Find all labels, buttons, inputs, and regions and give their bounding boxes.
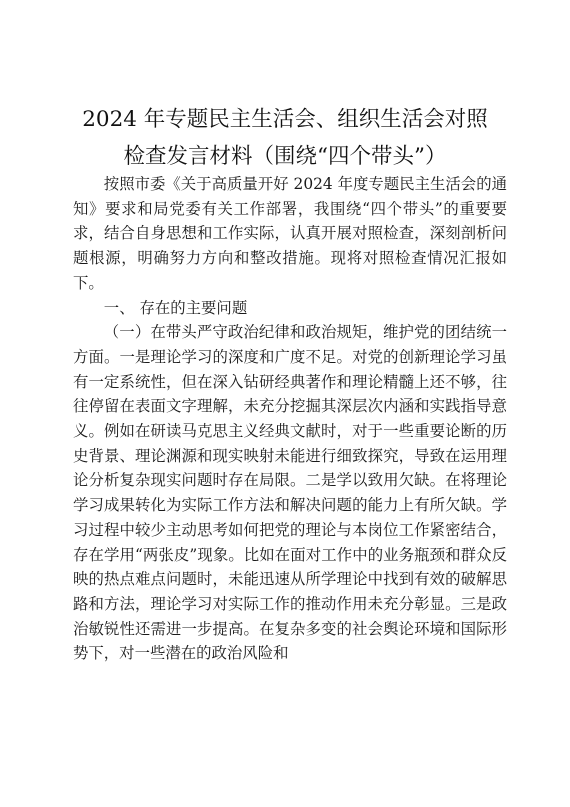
- document-body: [73, 172, 507, 666]
- document-title-line-2: 检查发言材料（围绕“四个带头”）: [123, 144, 447, 169]
- section-paragraph-political-discipline: （一）在带头严守政治纪律和政治规矩，维护党的团结统一方面。一是理论学习的深度和广度不足。对党的创新理论学习虽有一定系统性，但在深入钻研经典著作和理论精髓上还不够，往往停留在表面文字理解，未充分挖掘其深层次内涵和实践指导意义。例如在研读马克思主义经典文献时，对于一些重要论断的历史背景、理论渊源和现实映射未能进行细致探究，导致在运用理论分析复杂现实问题时存在局限。二是学以致用欠缺。在将理论学习成果转化为实际工作方法和解决问题的能力上有所欠缺。学习过程中较少主动思考如何把党的理论与本岗位工作紧密结合，存在学用“两张皮”现象。比如在面对工作中的业务瓶颈和群众反映的热点难点问题时，未能迅速从所学理论中找到有效的破解思路和方法，理论学习对实际工作的推动作用未充分彰显。三是政治敏锐性还需进一步提高。在复杂多变的社会舆论环境和国际形势下，对一些潜在的政治风险和: [73, 323, 507, 663]
- section-heading-main-problems: 一、 存在的主要问题: [103, 298, 248, 317]
- document-title-line-1: 2024 年专题民主生活会、组织生活会对照: [82, 107, 488, 132]
- intro-paragraph: 按照市委《关于高质量开好 2024 年度专题民主生活会的通知》要求和局党委有关工作部署，我围绕“四个带头”的重要要求，结合自身思想和工作实际，认真开展对照检查，深刻剖析问题根源，明确努力方向和整改措施。现将对照检查情况汇报如下。: [73, 175, 507, 292]
